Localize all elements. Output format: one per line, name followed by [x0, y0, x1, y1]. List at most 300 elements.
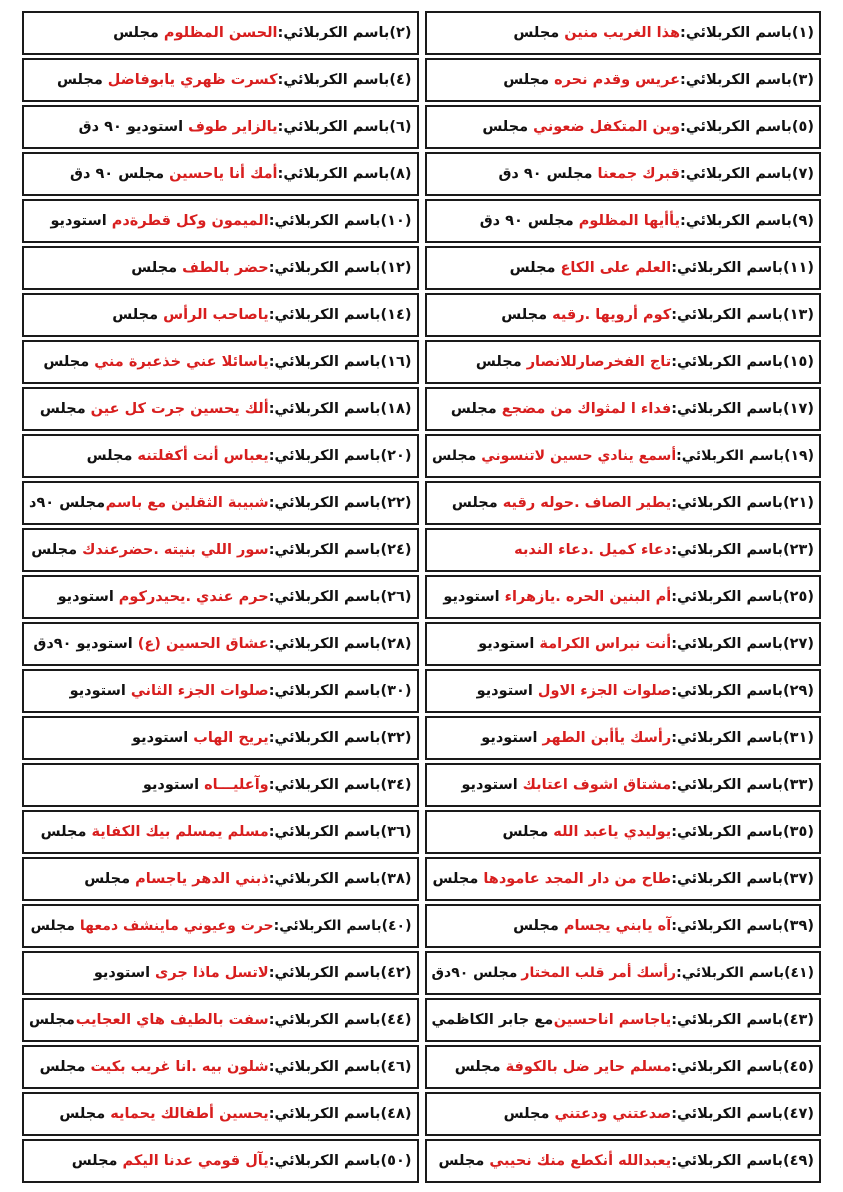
separator: : [268, 823, 275, 840]
separator: : [268, 870, 275, 887]
track-entry [22, 481, 419, 525]
separator: : [671, 823, 677, 840]
recording-venue: مجلس [40, 823, 87, 840]
recording-venue: مجلس [431, 447, 477, 464]
reciter-name: باسم الكربلائي [677, 1105, 784, 1122]
track-number: (٣٢) [380, 729, 412, 746]
separator: : [671, 1058, 677, 1075]
track-number: (٨) [389, 166, 412, 183]
recording-venue: استوديو [142, 776, 200, 793]
separator: : [671, 917, 677, 934]
reciter-name: باسم الكربلائي [677, 400, 784, 417]
recording-venue: مجلس [438, 1152, 485, 1169]
track-title: كسرت ظهري يابوفاضل [107, 72, 278, 89]
separator: : [268, 588, 275, 605]
recording-venue: استوديو [476, 682, 533, 699]
track-title: حرم عندي .يحيدركوم [118, 588, 269, 605]
reciter-name: باسم الكربلائي [283, 72, 390, 89]
track-entry [425, 1139, 822, 1183]
track-number: (٤١) [784, 964, 814, 981]
recording-venue: استوديو [443, 588, 500, 605]
separator: : [671, 260, 677, 277]
track-number: (١٠) [380, 213, 412, 230]
track-title: يوليدي ياعبد الله [553, 823, 672, 840]
recording-venue: مجلس [39, 1058, 86, 1075]
recording-venue: استوديو [50, 213, 107, 230]
track-title: صدعتني ودعتني [554, 1105, 672, 1122]
track-title: دعاء كميل .دعاء الندبه [514, 541, 672, 558]
recording-venue: مجلس [451, 494, 498, 511]
track-number: (٤٧) [783, 1105, 814, 1122]
track-number: (١) [791, 25, 814, 42]
track-entry [425, 246, 822, 290]
track-number: (٣٤) [380, 776, 412, 793]
track-entry [22, 904, 419, 948]
reciter-name: باسم الكربلائي [677, 1011, 784, 1028]
recording-venue: مجلس [43, 353, 90, 370]
track-entry [22, 575, 419, 619]
track-title: يعباس أنت أكفلتنه [137, 447, 269, 464]
recording-venue: مجلس [59, 1105, 106, 1122]
reciter-name: باسم الكربلائي [677, 1058, 784, 1075]
reciter-name: باسم الكربلائي [677, 635, 784, 652]
track-entry [425, 199, 822, 243]
track-title: ذبني الدهر ياجسام [135, 870, 269, 887]
track-entry [22, 340, 419, 384]
track-title: يريح الهاب [193, 729, 269, 746]
reciter-name: باسم الكربلائي [677, 682, 784, 699]
recording-venue: مجلس [131, 260, 178, 277]
separator: : [671, 635, 677, 652]
recording-venue: استوديو [478, 635, 535, 652]
separator: : [268, 307, 275, 323]
track-entry [22, 1092, 419, 1136]
reciter-name: باسم الكربلائي [677, 823, 784, 840]
reciter-name: باسم الكربلائي [685, 213, 792, 230]
recording-venue: استوديو [69, 682, 126, 699]
track-entry [425, 105, 822, 149]
recording-venue: استوديو [57, 588, 114, 605]
track-entry [22, 669, 419, 713]
reciter-name: باسم الكربلائي [274, 635, 381, 652]
recording-venue: مجلس [31, 541, 78, 558]
reciter-name: باسم الكربلائي [677, 917, 784, 934]
recording-venue: مجلس [482, 119, 529, 136]
track-list-grid [22, 11, 821, 1183]
separator: : [671, 541, 677, 558]
track-title: حضر بالطف [182, 260, 269, 277]
track-title: قبرك جمعنا [597, 166, 681, 183]
separator: : [268, 447, 275, 464]
track-number: (٧) [791, 166, 814, 183]
track-number: (١٩) [784, 447, 814, 464]
track-title: رأسك يأأبن الطهر [542, 729, 672, 746]
track-entry [22, 810, 419, 854]
recording-venue: مجلس [71, 1152, 118, 1169]
track-title: هذا الغريب منين [564, 25, 681, 42]
separator: : [671, 353, 677, 370]
reciter-name: باسم الكربلائي [685, 25, 792, 42]
recording-venue: مجلس [513, 25, 560, 42]
track-number: (٤٨) [380, 1105, 412, 1122]
reciter-name: باسم الكربلائي [274, 823, 381, 840]
track-title: يطير الصاف .حوله رقيه [502, 494, 672, 511]
track-title: العلم على الكاع [560, 260, 672, 277]
track-title: صلوات الجزء الاول [537, 682, 672, 699]
track-entry [22, 434, 419, 478]
track-entry [425, 1045, 822, 1089]
separator: : [680, 119, 686, 136]
recording-venue: مجلس ٩٠ دق [479, 213, 574, 230]
separator: : [268, 400, 275, 417]
track-entry [425, 528, 822, 572]
track-number: (٣٣) [783, 776, 814, 793]
reciter-name: باسم الكربلائي [274, 776, 381, 793]
reciter-name: باسم الكربلائي [677, 588, 784, 605]
separator: : [268, 353, 275, 370]
separator: : [268, 260, 275, 277]
reciter-name: باسم الكربلائي [274, 1011, 381, 1028]
track-number: (٤٢) [380, 964, 412, 981]
track-title: ياصاحب الرأس [163, 307, 269, 323]
track-entry [425, 998, 822, 1042]
separator: : [268, 1105, 275, 1122]
track-title: وين المتكفل ضعوني [533, 119, 681, 136]
track-number: (١٧) [783, 400, 814, 417]
separator: : [268, 541, 275, 558]
track-entry [425, 1092, 822, 1136]
separator: : [680, 25, 686, 42]
track-number: (٢٤) [380, 541, 412, 558]
track-entry [22, 528, 419, 572]
track-entry [425, 58, 822, 102]
reciter-name: باسم الكربلائي [677, 729, 784, 746]
track-entry [22, 199, 419, 243]
track-number: (٤٦) [380, 1058, 412, 1075]
separator: : [277, 25, 284, 42]
reciter-name: باسم الكربلائي [274, 588, 381, 605]
track-number: (٥٠) [380, 1152, 412, 1169]
track-title: مشتاق اشوف اعتابك [522, 776, 672, 793]
track-entry [22, 998, 419, 1042]
reciter-name: باسم الكربلائي [677, 307, 784, 323]
track-title: أنت نبراس الكرامة [539, 635, 672, 652]
track-title: أسمع ينادي حسين لاتنسوني [481, 447, 677, 464]
track-entry [425, 575, 822, 619]
recording-venue: استوديو [132, 729, 189, 746]
track-number: (٣٥) [783, 823, 814, 840]
separator: : [671, 400, 677, 417]
track-entry [22, 763, 419, 807]
separator: : [671, 682, 677, 699]
reciter-name: باسم الكربلائي [283, 25, 390, 42]
recording-venue: مجلس ٩٠دق [431, 964, 518, 981]
track-number: (١١) [783, 260, 814, 277]
track-number: (١٢) [380, 260, 412, 277]
reciter-name: باسم الكربلائي [274, 494, 381, 511]
recording-venue: مجلس [30, 917, 75, 934]
track-entry [425, 152, 822, 196]
track-number: (٤٣) [783, 1011, 814, 1028]
recording-venue: مجلس ٩٠د [29, 494, 106, 511]
separator: : [676, 447, 682, 464]
reciter-name: باسم الكربلائي [677, 776, 784, 793]
separator: : [268, 213, 275, 230]
track-number: (١٦) [380, 353, 412, 370]
separator: : [277, 72, 284, 89]
track-number: (٢٠) [380, 447, 412, 464]
separator: : [277, 119, 284, 136]
recording-venue: مجلس [501, 307, 548, 323]
separator: : [676, 964, 682, 981]
track-number: (٤٠) [381, 917, 412, 934]
track-number: (٤٩) [783, 1152, 814, 1169]
recording-venue: استوديو ٩٠ دق [78, 119, 184, 136]
recording-venue: مجلس [432, 870, 479, 887]
track-entry [22, 58, 419, 102]
track-title: طاح من دار المجد عامودها [483, 870, 672, 887]
track-number: (٢٣) [783, 541, 814, 558]
track-number: (٦) [389, 119, 412, 136]
track-number: (٣٧) [783, 870, 814, 887]
track-title: مسلم يمسلم بيك الكفاية [91, 823, 269, 840]
track-entry [22, 105, 419, 149]
track-number: (١٣) [783, 307, 814, 323]
separator: : [671, 494, 677, 511]
reciter-name: باسم الكربلائي [677, 353, 784, 370]
recording-venue: استوديو [93, 964, 151, 981]
separator: : [268, 776, 275, 793]
reciter-name: باسم الكربلائي [274, 353, 381, 370]
separator: : [268, 729, 275, 746]
track-title: الميمون وكل قطرةدم [111, 213, 269, 230]
track-title: شلون بيه .انا غريب بكيت [90, 1058, 269, 1075]
track-number: (٣٨) [380, 870, 412, 887]
track-title: حرت وعيوني ماينشف دمعها [79, 917, 274, 934]
track-title: عريس وقدم نحره [554, 72, 681, 89]
reciter-name: باسم الكربلائي [274, 964, 381, 981]
separator: : [268, 682, 275, 699]
track-entry [425, 857, 822, 901]
track-entry [425, 669, 822, 713]
track-title: صلوات الجزء الثاني [130, 682, 269, 699]
track-entry [425, 810, 822, 854]
reciter-name: باسم الكربلائي [677, 870, 784, 887]
track-number: (٢٦) [380, 588, 412, 605]
reciter-name: باسم الكربلائي [274, 870, 381, 887]
track-entry [425, 763, 822, 807]
reciter-name: باسم الكربلائي [274, 213, 381, 230]
track-entry [22, 1045, 419, 1089]
track-entry [425, 434, 822, 478]
separator: : [268, 1152, 275, 1169]
reciter-name: باسم الكربلائي [685, 166, 792, 183]
recording-venue: مجلس ٩٠ دق [498, 166, 593, 183]
track-number: (٢) [389, 25, 412, 42]
track-title: رأسك أمر قلب المختار [521, 964, 677, 981]
track-number: (٥) [791, 119, 814, 136]
track-number: (٤٤) [380, 1011, 412, 1028]
recording-venue: مجلس ٩٠ دق [70, 166, 165, 183]
track-entry [425, 951, 822, 995]
reciter-name: باسم الكربلائي [681, 447, 785, 464]
track-title: مسلم حاير ضل بالكوفة [505, 1058, 672, 1075]
track-entry [22, 1139, 419, 1183]
track-title: كوم أرويها .رقيه [552, 307, 672, 323]
track-entry [425, 293, 822, 337]
track-entry [425, 387, 822, 431]
separator: : [273, 917, 280, 934]
track-entry [22, 293, 419, 337]
track-title: سور اللي بنيته .حضرعندك [82, 541, 269, 558]
track-number: (٣٩) [783, 917, 814, 934]
reciter-name: باسم الكربلائي [677, 494, 784, 511]
track-number: (٢٥) [783, 588, 814, 605]
recording-venue: مجلس [56, 72, 103, 89]
track-title: يأأيها المظلوم [578, 213, 681, 230]
separator: : [680, 72, 686, 89]
recording-venue: مجلس [450, 400, 497, 417]
track-number: (٣) [791, 72, 814, 89]
recording-venue: مجلس [113, 25, 159, 42]
track-title: فداء ا لمثواك من مضجع [501, 400, 672, 417]
reciter-name: باسم الكربلائي [274, 1105, 381, 1122]
track-entry [425, 622, 822, 666]
track-number: (٢٧) [783, 635, 814, 652]
track-title: عشاق الحسين (ع) [137, 635, 269, 652]
track-title: يعبدالله أنكطع منك نحيبي [489, 1152, 672, 1169]
recording-venue: مجلس [509, 260, 556, 277]
reciter-name: باسم الكربلائي [681, 964, 785, 981]
recording-venue: مجلس [84, 870, 131, 887]
track-title: وآعليـــاه [204, 776, 269, 793]
reciter-name: باسم الكربلائي [283, 166, 390, 183]
separator: : [671, 588, 677, 605]
separator: : [671, 1011, 677, 1028]
track-entry [425, 340, 822, 384]
track-entry [22, 857, 419, 901]
track-title: شبيبة الثقلين مع باسم [105, 494, 269, 511]
recording-venue: مجلس [112, 307, 159, 323]
reciter-name: باسم الكربلائي [677, 541, 784, 558]
reciter-name: باسم الكربلائي [274, 1058, 381, 1075]
track-entry [425, 11, 822, 55]
reciter-name: باسم الكربلائي [677, 260, 784, 277]
reciter-name: باسم الكربلائي [283, 119, 390, 136]
track-title: آه يابني يجسام [563, 917, 672, 934]
separator: : [680, 213, 686, 230]
recording-venue: مجلس [29, 1011, 75, 1028]
recording-venue: مجلس [86, 447, 133, 464]
track-entry [22, 951, 419, 995]
reciter-name: باسم الكربلائي [685, 72, 792, 89]
recording-venue: مجلس [475, 353, 522, 370]
reciter-name: باسم الكربلائي [685, 119, 792, 136]
separator: : [671, 1152, 677, 1169]
separator: : [268, 635, 275, 652]
recording-venue: مع جابر الكاظمي [431, 1011, 554, 1028]
reciter-name: باسم الكربلائي [279, 917, 382, 934]
track-number: (٤) [389, 72, 412, 89]
recording-venue: مجلس [503, 72, 550, 89]
separator: : [671, 1105, 677, 1122]
track-title: يالزاير طوف [188, 119, 278, 136]
reciter-name: باسم الكربلائي [274, 260, 381, 277]
track-title: أمك أنا ياحسين [169, 166, 278, 183]
separator: : [671, 776, 677, 793]
reciter-name: باسم الكربلائي [274, 729, 381, 746]
separator: : [277, 166, 284, 183]
track-entry [22, 152, 419, 196]
separator: : [268, 964, 275, 981]
track-entry [22, 622, 419, 666]
track-title: ياجاسم اناحسين [553, 1011, 672, 1028]
track-number: (٤٥) [783, 1058, 814, 1075]
track-number: (٣١) [783, 729, 814, 746]
track-number: (٣٦) [380, 823, 412, 840]
reciter-name: باسم الكربلائي [677, 1152, 784, 1169]
track-number: (٢١) [783, 494, 814, 511]
track-title: يحسين أطفالك يحمايه [110, 1105, 269, 1122]
separator: : [268, 1011, 275, 1028]
track-title: الحسن المظلوم [163, 25, 278, 42]
reciter-name: باسم الكربلائي [274, 1152, 381, 1169]
track-entry [425, 716, 822, 760]
track-title: لاتسل ماذا جرى [155, 964, 269, 981]
track-entry [22, 11, 419, 55]
track-number: (١٥) [783, 353, 814, 370]
track-title: يآل قومي عدنا اليكم [122, 1152, 269, 1169]
reciter-name: باسم الكربلائي [274, 307, 381, 323]
recording-venue: مجلس [513, 917, 559, 934]
recording-venue: مجلس [454, 1058, 501, 1075]
separator: : [268, 1058, 275, 1075]
recording-venue: مجلس [503, 1105, 550, 1122]
track-number: (٢٨) [380, 635, 412, 652]
separator: : [671, 870, 677, 887]
reciter-name: باسم الكربلائي [274, 400, 381, 417]
track-number: (٣٠) [380, 682, 412, 699]
track-title: أم البنين الحره .يازهراء [504, 588, 672, 605]
track-title: تاج الفخرصارللانصار [526, 353, 672, 370]
track-entry [22, 716, 419, 760]
track-entry [425, 904, 822, 948]
reciter-name: باسم الكربلائي [274, 682, 381, 699]
separator: : [671, 729, 677, 746]
track-number: (٢٢) [380, 494, 412, 511]
track-number: (١٤) [380, 307, 412, 323]
track-title: ياسائلا عني خذعبرة مني [94, 353, 269, 370]
separator: : [680, 166, 686, 183]
track-title: ألك يحسين جرت كل عين [90, 400, 269, 417]
separator: : [268, 494, 275, 511]
recording-venue: استوديو [481, 729, 538, 746]
recording-venue: استوديو ٩٠دق [33, 635, 133, 652]
reciter-name: باسم الكربلائي [274, 447, 381, 464]
track-title: سفت بالطيف هاي العجايب [75, 1011, 269, 1028]
track-entry [22, 246, 419, 290]
track-number: (٩) [791, 213, 814, 230]
track-entry [425, 481, 822, 525]
reciter-name: باسم الكربلائي [274, 541, 381, 558]
recording-venue: استوديو [461, 776, 518, 793]
track-entry [22, 387, 419, 431]
recording-venue: مجلس [39, 400, 86, 417]
recording-venue: مجلس [502, 823, 549, 840]
track-number: (١٨) [380, 400, 412, 417]
separator: : [671, 307, 677, 323]
track-number: (٢٩) [783, 682, 814, 699]
